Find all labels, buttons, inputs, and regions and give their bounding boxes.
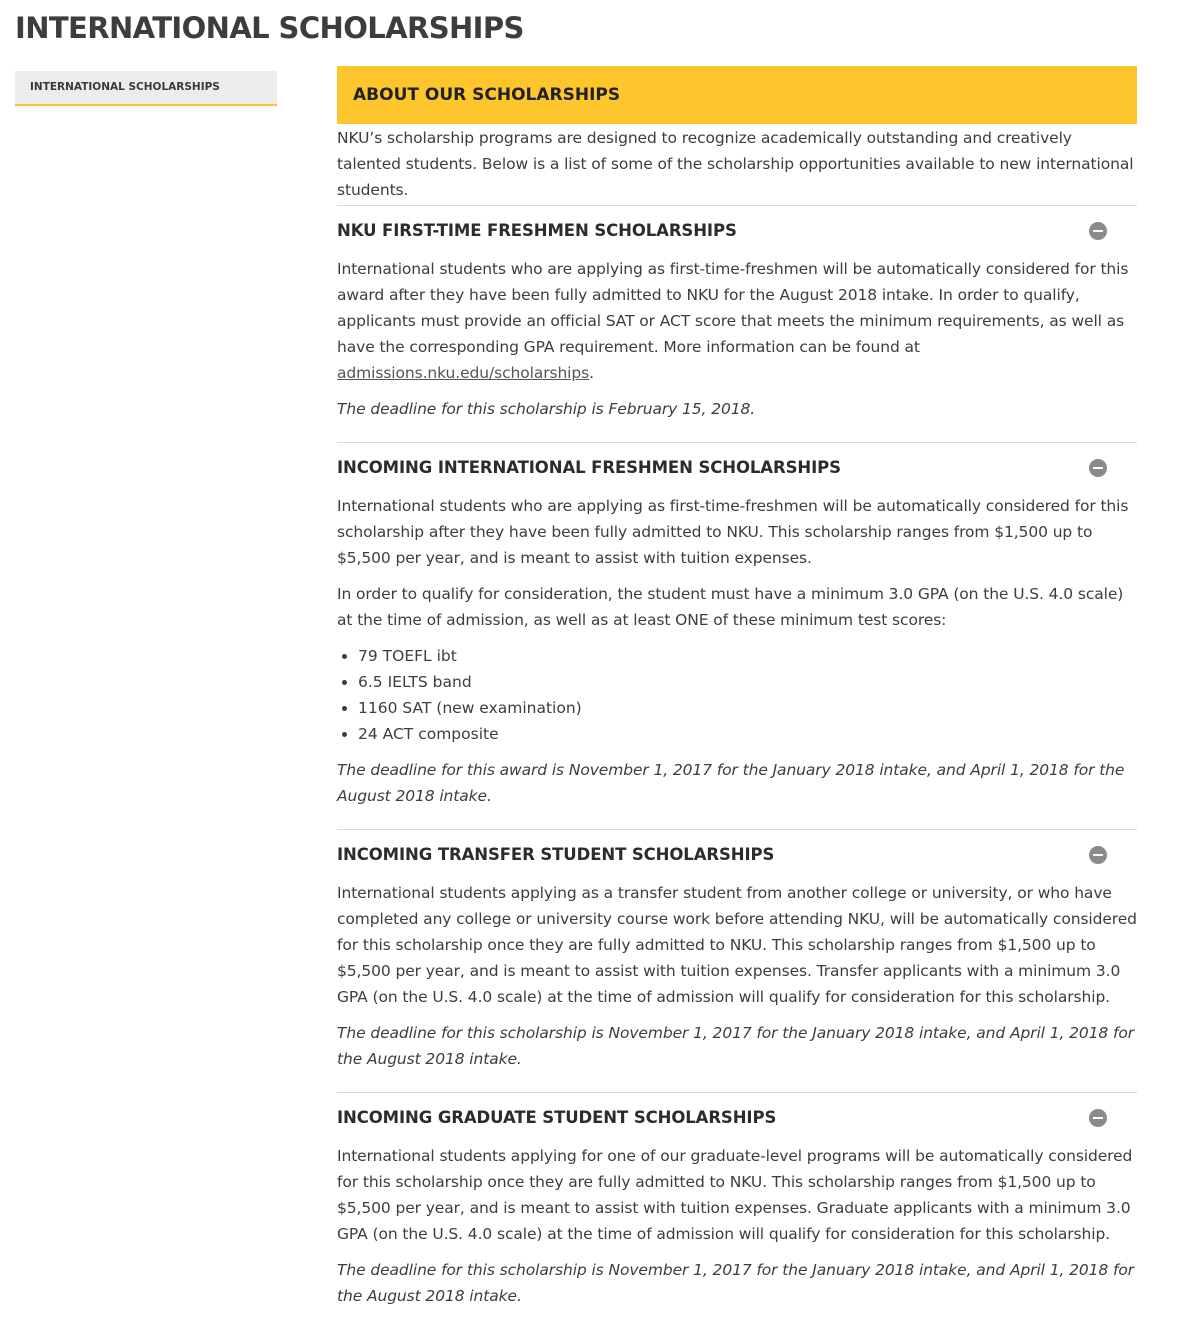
collapse-minus-icon[interactable] xyxy=(1089,222,1107,240)
list-item: • 79 TOEFL ibt xyxy=(358,643,1137,669)
sidebar-item-international-scholarships[interactable]: INTERNATIONAL SCHOLARSHIPS xyxy=(15,71,277,106)
section-paragraph: International students who are applying as first-time-freshmen will be automatically considered for this scholarship after they have been fully admitted to NKU. This scholarship ranges from $1,500 up to $5,500 per year, and is meant to assist with tuition expenses. xyxy=(337,497,1129,567)
intro-banner xyxy=(337,66,1137,124)
deadline-text: The deadline for this scholarship is February 15, 2018. xyxy=(337,400,756,418)
paragraph-text-end: . xyxy=(589,364,594,382)
accordion-section-first-time-freshmen xyxy=(337,205,1137,442)
accordion-body xyxy=(337,256,1137,442)
list-item: • 24 ACT composite xyxy=(358,721,1137,747)
main-content xyxy=(337,66,1137,1329)
accordion-header-graduate[interactable] xyxy=(337,1093,1137,1143)
section-title: INCOMING GRADUATE STUDENT SCHOLARSHIPS xyxy=(337,1108,777,1127)
accordion-header-first-time-freshmen[interactable] xyxy=(337,206,1137,256)
collapse-minus-icon[interactable] xyxy=(1089,1109,1107,1127)
collapse-minus-icon[interactable] xyxy=(1089,459,1107,477)
deadline-text: The deadline for this scholarship is November 1, 2017 for the January 2018 intake, and April 1, 2018 for the August 2018 intake. xyxy=(337,1261,1135,1305)
section-title: NKU FIRST-TIME FRESHMEN SCHOLARSHIPS xyxy=(337,221,737,240)
deadline-text: The deadline for this award is November 1, 2017 for the January 2018 intake, and April 1, 2018 for the August 2018 intake. xyxy=(337,761,1125,805)
accordion-header-transfer[interactable] xyxy=(337,830,1137,880)
accordion-header-international-freshmen[interactable] xyxy=(337,443,1137,493)
accordion-body xyxy=(337,880,1137,1092)
intro-text: NKU’s scholarship programs are designed to recognize academically outstanding and creatively talented students. Below is a list of some of the scholarship opportunities available to new international students. xyxy=(337,129,1134,199)
paragraph-text: International students who are applying as first-time-freshmen will be automatically considered for this award after they have been fully admitted to NKU for the August 2018 intake. In order to qualify, applicants must provide an official SAT or ACT score that meets the minimum requirements, as well as have the corresponding GPA requirement. More information can be found at xyxy=(337,260,1129,356)
list-item: • 1160 SAT (new examination) xyxy=(358,695,1137,721)
section-paragraph: International students applying as a transfer student from another college or university, or who have completed any college or university course work before attending NKU, will be automatically considered for this scholarship once they are fully admitted to NKU. This scholarship ranges from $1,500 up to $5,500 per year, and is meant to assist with tuition expenses. Transfer applicants with a minimum 3.0 GPA (on the U.S. 4.0 scale) at the time of admission will qualify for consideration for this scholarship. xyxy=(337,884,1137,1006)
scholarships-link[interactable]: admissions.nku.edu/scholarships xyxy=(337,364,590,382)
accordion-section-graduate xyxy=(337,1092,1137,1329)
accordion-body xyxy=(337,493,1137,829)
accordion-section-transfer xyxy=(337,829,1137,1092)
collapse-minus-icon[interactable] xyxy=(1089,846,1107,864)
intro-heading: ABOUT OUR SCHOLARSHIPS xyxy=(353,85,621,105)
section-paragraph: International students applying for one of our graduate-level programs will be automatically considered for this scholarship once they are fully admitted to NKU. This scholarship ranges from $1,500 up to $5,500 per year, and is meant to assist with tuition expenses. Graduate applicants with a minimum 3.0 GPA (on the U.S. 4.0 scale) at the time of admission will qualify for consideration for this scholarship. xyxy=(337,1147,1133,1243)
accordion-section-international-freshmen xyxy=(337,442,1137,829)
deadline-text: The deadline for this scholarship is November 1, 2017 for the January 2018 intake, and April 1, 2018 for the August 2018 intake. xyxy=(337,1024,1135,1068)
section-title: INCOMING INTERNATIONAL FRESHMEN SCHOLARSHIPS xyxy=(337,458,841,477)
sidebar xyxy=(15,71,277,106)
accordion-body xyxy=(337,1143,1137,1329)
page-title: INTERNATIONAL SCHOLARSHIPS xyxy=(15,11,524,45)
section-paragraph xyxy=(337,256,1137,386)
list-item: • 6.5 IELTS band xyxy=(358,669,1137,695)
section-title: INCOMING TRANSFER STUDENT SCHOLARSHIPS xyxy=(337,845,775,864)
section-paragraph: In order to qualify for consideration, the student must have a minimum 3.0 GPA (on the U.S. 4.0 scale) at the time of admission, as well as at least ONE of these minimum test scores: xyxy=(337,585,1124,629)
test-score-list xyxy=(337,643,1137,747)
